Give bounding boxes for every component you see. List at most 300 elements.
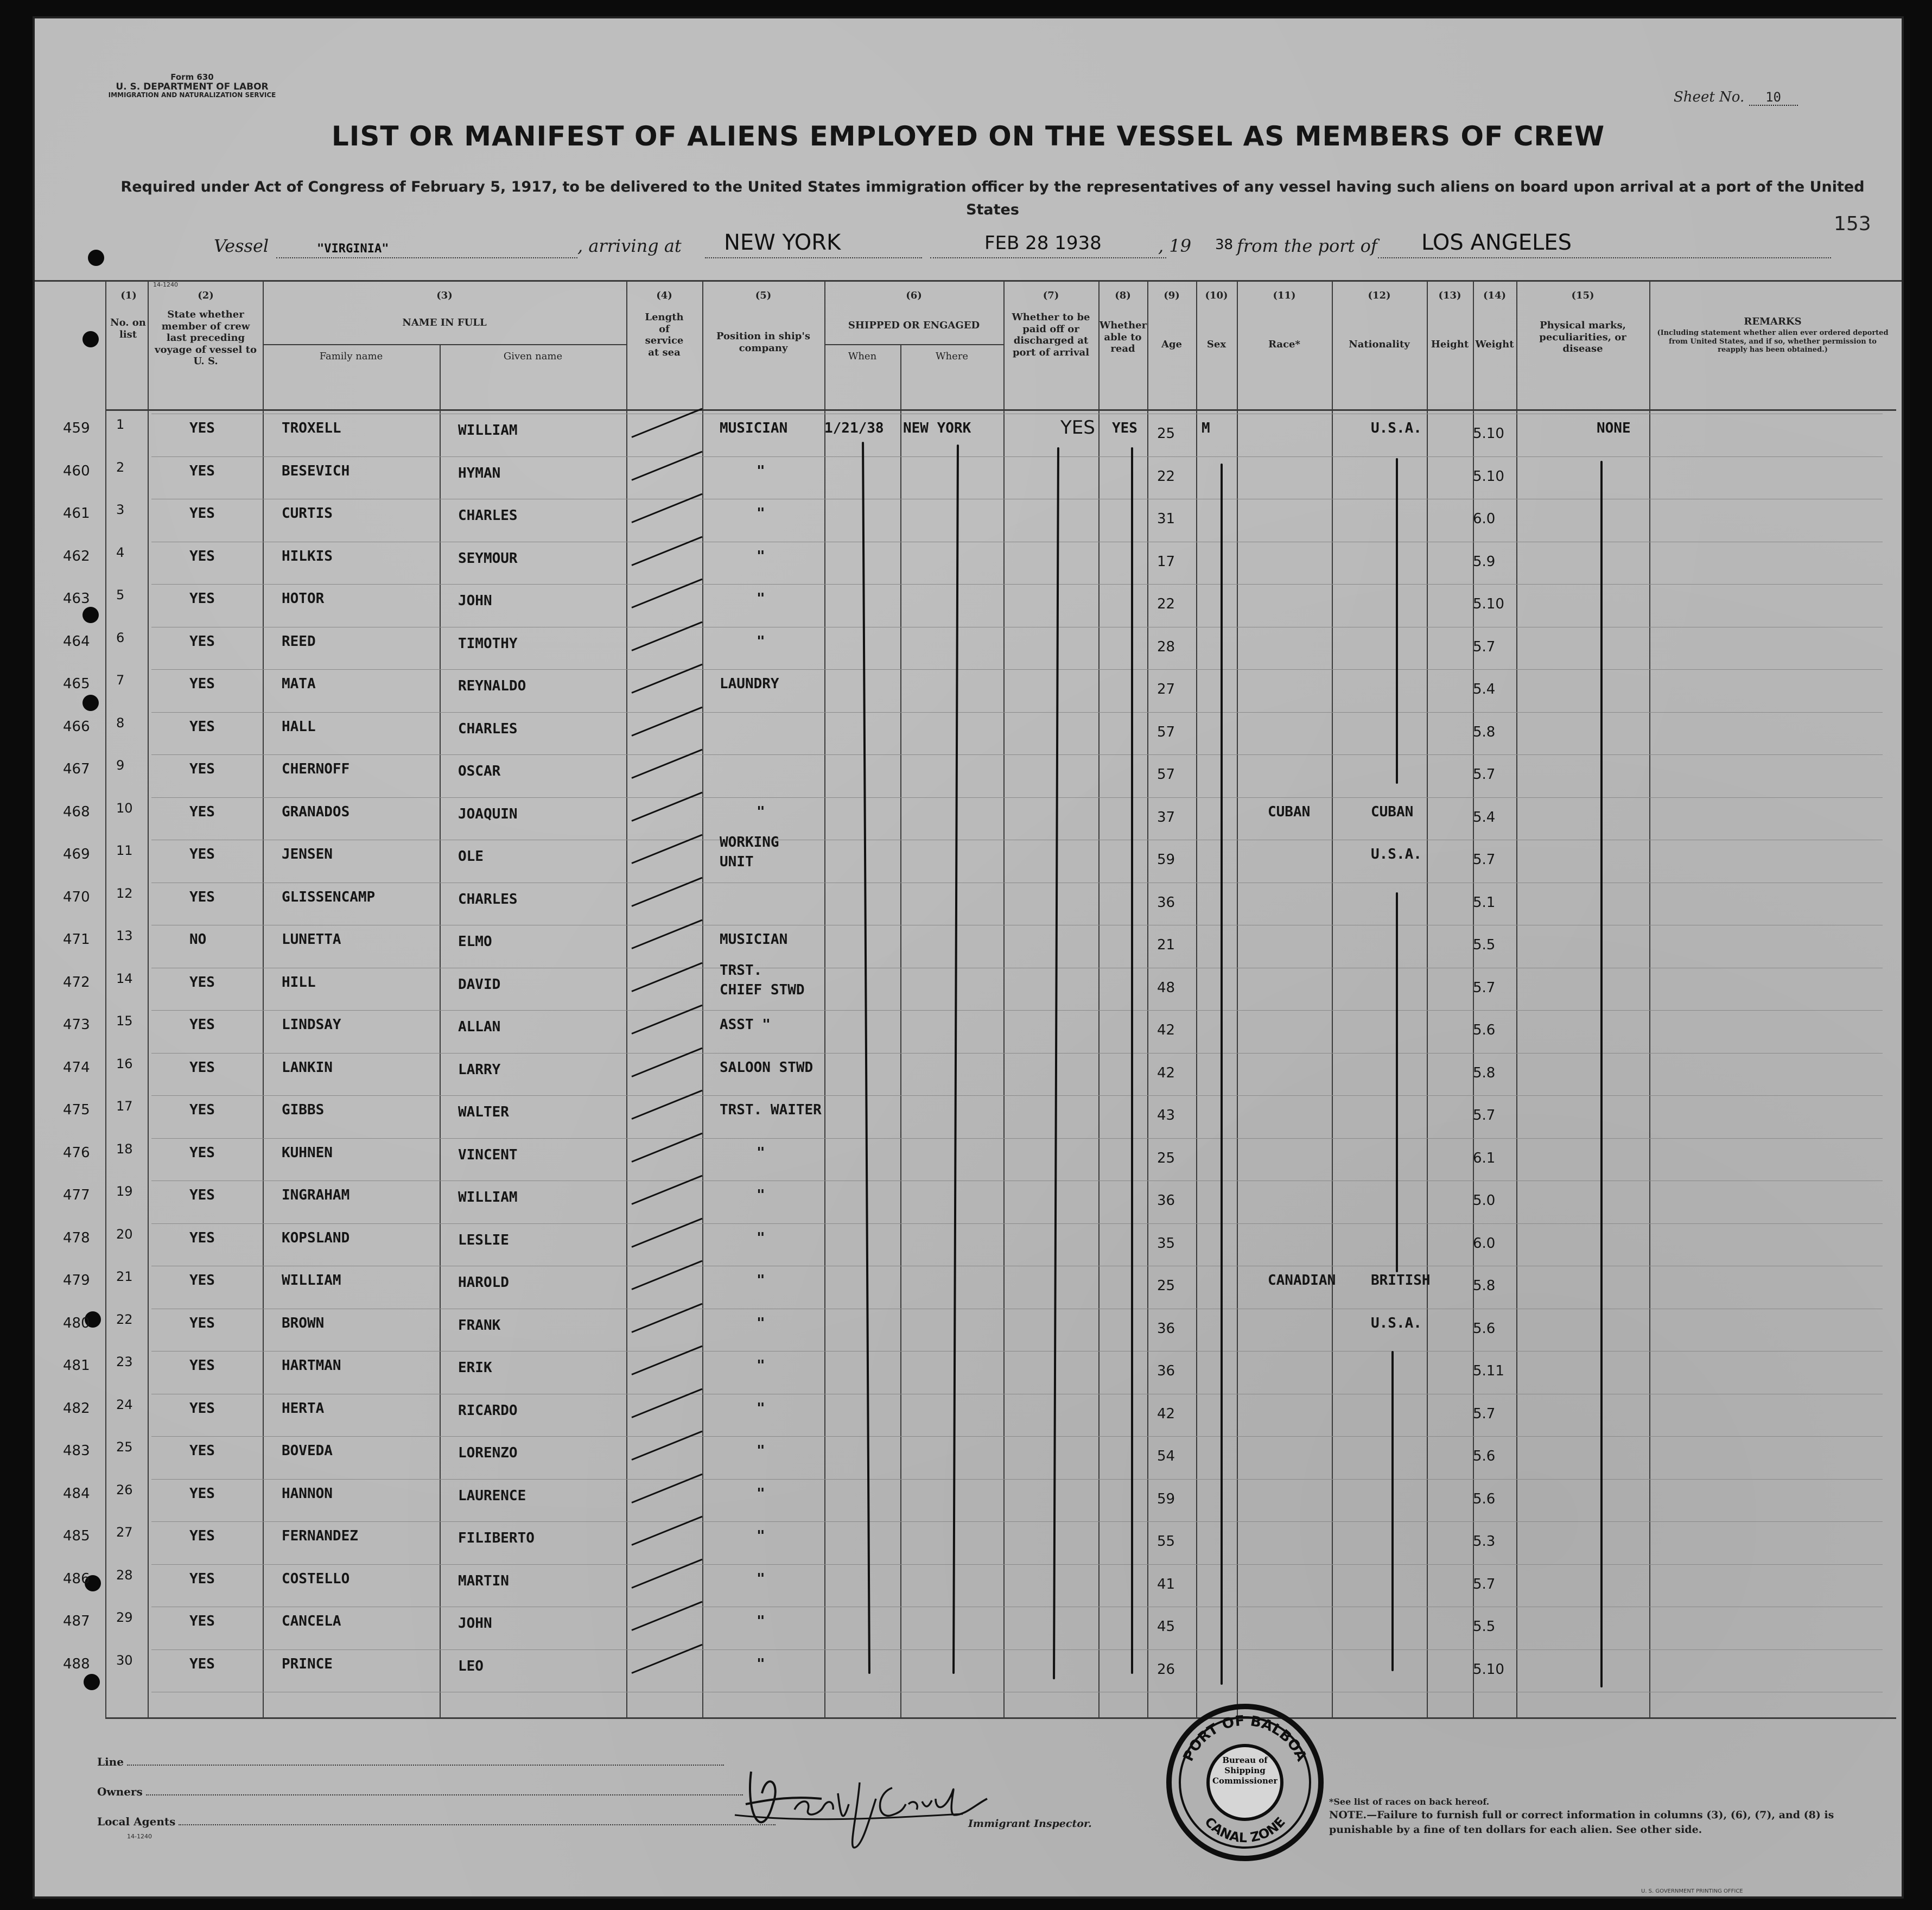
- col9-number: (9): [1164, 290, 1180, 301]
- service-slash-mark: [631, 1388, 702, 1418]
- col7-header: Whether to be paid off or discharged at port of arrival: [1012, 312, 1090, 358]
- list-number: 16: [116, 1056, 133, 1071]
- sequence-number: 487: [63, 1613, 90, 1629]
- sequence-number: 459: [63, 420, 90, 436]
- position: ": [757, 462, 765, 479]
- family-name: CHERNOFF: [282, 761, 350, 777]
- given-name: ELMO: [458, 934, 492, 950]
- height: 5.0: [1473, 1192, 1496, 1209]
- col13-number: (13): [1438, 290, 1461, 301]
- sequence-number: 482: [63, 1400, 90, 1417]
- list-number: 10: [116, 800, 133, 816]
- age: 42: [1157, 1405, 1175, 1422]
- row-rule: [151, 797, 1883, 798]
- col6-number: (6): [906, 290, 922, 301]
- ditto-stroke-paid: [1053, 447, 1059, 1679]
- list-number: 4: [116, 544, 125, 560]
- col10-number: (10): [1205, 290, 1228, 301]
- family-name: LUNETTA: [282, 931, 341, 948]
- given-name: TIMOTHY: [458, 635, 518, 652]
- previous-voyage: YES: [189, 591, 215, 607]
- line-label: Line: [97, 1755, 124, 1768]
- given-name: HYMAN: [458, 465, 501, 481]
- arriving-label: , arriving at: [577, 236, 682, 256]
- vessel-label: Vessel: [214, 236, 269, 256]
- height: 5.4: [1473, 681, 1496, 697]
- col-divider: [900, 344, 901, 1717]
- sheet-number-value: 10: [1749, 90, 1798, 106]
- sequence-number: 488: [63, 1655, 90, 1672]
- family-name: LANKIN: [282, 1059, 333, 1076]
- col-divider: [1196, 280, 1197, 1717]
- given-name: CHARLES: [458, 891, 518, 908]
- col4-header: Length of service at sea: [645, 312, 684, 358]
- stamp-bottom-text: CANAL ZONE: [1202, 1814, 1288, 1846]
- service-slash-mark: [631, 536, 702, 566]
- col14-number: (14): [1483, 290, 1507, 301]
- sequence-number: 477: [63, 1187, 90, 1203]
- age: 57: [1157, 724, 1175, 740]
- row-rule: [151, 1053, 1883, 1054]
- list-number: 26: [116, 1482, 133, 1497]
- list-number: 18: [116, 1141, 133, 1157]
- age: 25: [1157, 426, 1175, 442]
- family-name: HOTOR: [282, 591, 325, 607]
- height: 5.1: [1473, 894, 1496, 911]
- family-name: GLISSENCAMP: [282, 889, 376, 905]
- col11-header: Race*: [1268, 339, 1300, 350]
- remarks-header: REMARKS: [1744, 316, 1802, 327]
- from-port-label: from the port of: [1237, 236, 1377, 256]
- family-name: CURTIS: [282, 505, 333, 522]
- col3-number: (3): [436, 290, 453, 301]
- list-number: 27: [116, 1525, 133, 1540]
- col15-number: (15): [1571, 290, 1594, 301]
- col1-number: (1): [120, 290, 137, 301]
- age: 45: [1157, 1619, 1175, 1635]
- age: 36: [1157, 1363, 1175, 1379]
- remarks-note: (Including statement whether alien ever ordered deported from United States, and if so, whether permission to reapply has been obtained.): [1657, 329, 1889, 354]
- previous-voyage: NO: [189, 931, 207, 948]
- stamp-middle-text: Bureau of Shipping Commissioner: [1212, 1755, 1278, 1786]
- shipped-where: NEW YORK: [903, 420, 971, 436]
- position: ": [757, 1400, 765, 1417]
- arriving-port: NEW YORK: [724, 230, 841, 255]
- previous-voyage: YES: [189, 1187, 215, 1203]
- list-number: 11: [116, 843, 133, 858]
- owners-label: Owners: [97, 1785, 143, 1798]
- previous-voyage: YES: [189, 1400, 215, 1417]
- col-divider: [440, 344, 441, 1717]
- given-name: OLE: [458, 848, 484, 865]
- sequence-number: 471: [63, 931, 90, 948]
- name-col-subrule: [263, 344, 626, 345]
- height: 5.5: [1473, 1619, 1496, 1635]
- position: SALOON STWD: [720, 1059, 814, 1076]
- sequence-number: 461: [63, 505, 90, 522]
- family-name: KOPSLAND: [282, 1229, 350, 1246]
- position: ": [757, 633, 765, 650]
- given-name: SEYMOUR: [458, 550, 518, 567]
- position: ": [757, 1443, 765, 1459]
- sequence-number: 466: [63, 718, 90, 735]
- service-slash-mark: [631, 1260, 702, 1290]
- col2-number: (2): [198, 290, 214, 301]
- family-name: FERNANDEZ: [282, 1528, 358, 1544]
- physical-marks: NONE: [1597, 420, 1631, 436]
- service-slash-mark: [631, 1303, 702, 1332]
- sequence-number: 465: [63, 676, 90, 692]
- age: 22: [1157, 596, 1175, 612]
- previous-voyage: YES: [189, 1144, 215, 1161]
- sequence-number: 474: [63, 1059, 90, 1076]
- given-name: WILLIAM: [458, 1189, 518, 1205]
- age: 48: [1157, 979, 1175, 996]
- previous-voyage: YES: [189, 505, 215, 522]
- given-name: LORENZO: [458, 1445, 518, 1461]
- family-name: REED: [282, 633, 316, 650]
- previous-voyage: YES: [189, 1229, 215, 1246]
- row-rule: [151, 1010, 1883, 1011]
- service-slash-mark: [631, 962, 702, 992]
- height: 5.10: [1473, 596, 1504, 612]
- sequence-number: 481: [63, 1357, 90, 1374]
- shipped-when: 1/21/38: [824, 420, 884, 436]
- row-rule: [151, 1521, 1883, 1522]
- row-rule: [151, 1436, 1883, 1437]
- height: 5.7: [1473, 638, 1496, 655]
- sequence-number: 483: [63, 1443, 90, 1459]
- family-name: INGRAHAM: [282, 1187, 350, 1203]
- previous-voyage: YES: [189, 889, 215, 905]
- given-name: ALLAN: [458, 1019, 501, 1035]
- service-name: IMMIGRATION AND NATURALIZATION SERVICE: [108, 91, 276, 99]
- height: 5.6: [1473, 1490, 1496, 1507]
- age: 57: [1157, 766, 1175, 783]
- height: 5.10: [1473, 1661, 1504, 1678]
- inspector-label: Immigrant Inspector.: [968, 1818, 1092, 1830]
- row-rule: [151, 1649, 1883, 1650]
- service-slash-mark: [631, 706, 702, 736]
- col14-header: Weight: [1475, 339, 1514, 350]
- age: 35: [1157, 1235, 1175, 1252]
- col-divider: [824, 280, 825, 1717]
- line-blank: [127, 1765, 724, 1766]
- col5-header: Position in ship's company: [716, 331, 811, 354]
- col15-header: Physical marks, peculiarities, or disease: [1539, 320, 1626, 355]
- given-name: DAVID: [458, 976, 501, 993]
- age: 42: [1157, 1022, 1175, 1038]
- sheet-number-label: Sheet No.: [1674, 89, 1745, 105]
- sequence-number: 469: [63, 846, 90, 862]
- list-number: 23: [116, 1354, 133, 1369]
- nationality: U.S.A.: [1371, 420, 1422, 436]
- col7-number: (7): [1043, 290, 1059, 301]
- col-divider: [1003, 280, 1005, 1717]
- age: 21: [1157, 937, 1175, 953]
- col-divider: [1427, 280, 1428, 1717]
- col-divider: [148, 280, 149, 1717]
- service-slash-mark: [631, 877, 702, 906]
- race: CUBAN: [1268, 803, 1311, 820]
- footnote-block: [1329, 1796, 1872, 1837]
- sequence-number: 467: [63, 761, 90, 777]
- list-number: 3: [116, 502, 125, 517]
- punch-hole: [88, 250, 104, 266]
- page-title: LIST OR MANIFEST OF ALIENS EMPLOYED ON THE VESSEL AS MEMBERS OF CREW: [331, 120, 1605, 152]
- list-number: 2: [116, 459, 125, 475]
- height: 5.7: [1473, 1576, 1496, 1592]
- footnote-penalty: NOTE.—Failure to furnish full or correct information in columns (3), (6), (7), and (8) is punishable by a fine of ten dollars for each alien. See other side.: [1329, 1809, 1834, 1836]
- ditto-stroke-sex: [1221, 464, 1223, 1685]
- sequence-number: 472: [63, 974, 90, 991]
- previous-voyage: YES: [189, 1059, 215, 1076]
- service-slash-mark: [631, 1132, 702, 1162]
- list-number: 9: [116, 758, 125, 773]
- previous-voyage: YES: [189, 462, 215, 479]
- given-name: FILIBERTO: [458, 1530, 535, 1546]
- given-name: VINCENT: [458, 1146, 518, 1163]
- service-slash-mark: [631, 1516, 702, 1546]
- col-divider: [1649, 280, 1650, 1717]
- list-number: 25: [116, 1439, 133, 1455]
- col1-header: No. on list: [110, 317, 146, 340]
- height: 5.10: [1473, 426, 1504, 442]
- age: 43: [1157, 1107, 1175, 1124]
- height: 5.4: [1473, 809, 1496, 826]
- sequence-number: 486: [63, 1570, 90, 1587]
- nationality: BRITISH: [1371, 1272, 1431, 1289]
- sequence-number: 476: [63, 1144, 90, 1161]
- height: 5.6: [1473, 1022, 1496, 1038]
- age: 59: [1157, 852, 1175, 868]
- nationality: U.S.A.: [1371, 1315, 1422, 1331]
- age: 36: [1157, 894, 1175, 911]
- service-slash-mark: [631, 450, 702, 480]
- year-prefix: , 19: [1158, 236, 1192, 256]
- table-bottom-rule: [105, 1717, 1896, 1719]
- col-divider: [263, 280, 264, 1717]
- age: 17: [1157, 553, 1175, 570]
- col2-header: State whether member of crew last preceding voyage of vessel to U. S.: [155, 309, 257, 367]
- previous-voyage: YES: [189, 1613, 215, 1629]
- list-number: 19: [116, 1184, 133, 1199]
- form-code: 14-1240: [153, 281, 178, 288]
- position: TRST.: [720, 962, 762, 979]
- service-slash-mark: [631, 834, 702, 864]
- service-slash-mark: [631, 493, 702, 523]
- position: MUSICIAN: [720, 931, 788, 948]
- family-name: HILKIS: [282, 548, 333, 564]
- agents-field: [97, 1815, 776, 1828]
- list-number: 6: [116, 630, 125, 645]
- height: 5.6: [1473, 1448, 1496, 1464]
- given-name: CHARLES: [458, 720, 518, 737]
- department-name: U. S. DEPARTMENT OF LABOR: [116, 81, 269, 92]
- height: 6.0: [1473, 1235, 1496, 1252]
- position: ": [757, 1357, 765, 1374]
- family-name: KUHNEN: [282, 1144, 333, 1161]
- list-number: 12: [116, 885, 133, 901]
- position: ": [757, 1613, 765, 1629]
- previous-voyage: YES: [189, 761, 215, 777]
- given-name: LESLIE: [458, 1232, 509, 1248]
- given-name: CHARLES: [458, 507, 518, 524]
- list-number: 1: [116, 417, 125, 432]
- port-of-balboa-stamp: [1164, 1701, 1326, 1864]
- previous-voyage: YES: [189, 1102, 215, 1118]
- given-name: FRANK: [458, 1317, 501, 1334]
- position: ": [757, 505, 765, 522]
- punch-hole: [84, 1674, 100, 1690]
- position: LAUNDRY: [720, 676, 779, 692]
- col3-header: NAME IN FULL: [402, 317, 487, 328]
- row-rule: [151, 1095, 1883, 1096]
- age: 22: [1157, 468, 1175, 485]
- previous-voyage: YES: [189, 676, 215, 692]
- previous-voyage: YES: [189, 1443, 215, 1459]
- sequence-number: 485: [63, 1528, 90, 1544]
- row-rule: [151, 669, 1883, 670]
- service-slash-mark: [631, 1047, 702, 1077]
- age: 28: [1157, 638, 1175, 655]
- ditto-stroke-read: [1131, 447, 1133, 1674]
- height: 5.8: [1473, 1064, 1496, 1081]
- position: MUSICIAN: [720, 420, 788, 436]
- owners-blank: [146, 1794, 743, 1795]
- col-divider: [1516, 280, 1517, 1717]
- previous-voyage: YES: [189, 1272, 215, 1289]
- col6a-header: When: [848, 351, 877, 362]
- family-name: HANNON: [282, 1485, 333, 1502]
- owners-field: [97, 1785, 743, 1798]
- service-slash-mark: [631, 749, 702, 779]
- row-rule: [151, 584, 1883, 585]
- service-slash-mark: [631, 1175, 702, 1205]
- list-number: 30: [116, 1652, 133, 1668]
- col11-number: (11): [1273, 290, 1296, 301]
- list-number: 13: [116, 928, 133, 943]
- given-name: REYNALDO: [458, 678, 526, 694]
- previous-voyage: YES: [189, 1655, 215, 1672]
- age: 27: [1157, 681, 1175, 697]
- vessel-name: "VIRGINIA": [317, 242, 389, 256]
- race: CANADIAN: [1268, 1272, 1336, 1289]
- position: TRST. WAITER: [720, 1102, 822, 1118]
- family-name: COSTELLO: [282, 1570, 350, 1587]
- position: WORKING: [720, 834, 779, 851]
- from-port: LOS ANGELES: [1421, 230, 1572, 255]
- sequence-number: 473: [63, 1017, 90, 1033]
- sequence-number: 479: [63, 1272, 90, 1289]
- shipped-col-subrule: [824, 344, 1003, 345]
- sequence-number: 462: [63, 548, 90, 564]
- col9-header: Age: [1161, 339, 1182, 350]
- position: ": [757, 548, 765, 564]
- service-slash-mark: [631, 1090, 702, 1120]
- stamp-top-text: PORT OF BALBOA: [1180, 1712, 1310, 1764]
- sequence-number: 460: [63, 462, 90, 479]
- line-field: [97, 1755, 724, 1768]
- list-number: 8: [116, 715, 125, 731]
- height: 5.7: [1473, 1405, 1496, 1422]
- ditto-stroke-where: [952, 445, 959, 1674]
- row-rule: [151, 1223, 1883, 1224]
- family-name: WILLIAM: [282, 1272, 341, 1289]
- col3b-header: Given name: [503, 351, 563, 362]
- col-divider: [105, 280, 106, 1717]
- sequence-number: 463: [63, 591, 90, 607]
- age: 31: [1157, 511, 1175, 527]
- col-divider: [1147, 280, 1148, 1717]
- height: 6.1: [1473, 1150, 1496, 1166]
- ditto-stroke-marks: [1600, 461, 1603, 1687]
- given-name: MARTIN: [458, 1572, 509, 1589]
- previous-voyage: YES: [189, 974, 215, 991]
- col5-number: (5): [755, 290, 772, 301]
- position: ": [757, 1187, 765, 1203]
- height: 5.8: [1473, 724, 1496, 740]
- list-number: 21: [116, 1269, 133, 1284]
- punch-hole: [82, 695, 99, 711]
- sequence-number: 475: [63, 1102, 90, 1118]
- family-name: HARTMAN: [282, 1357, 341, 1374]
- given-name: RICARDO: [458, 1402, 518, 1419]
- nationality: CUBAN: [1371, 803, 1414, 820]
- sex: M: [1202, 420, 1210, 436]
- age: 42: [1157, 1064, 1175, 1081]
- col-divider: [626, 280, 627, 1717]
- age: 59: [1157, 1490, 1175, 1507]
- service-slash-mark: [631, 791, 702, 821]
- ditto-stroke-nationality-1: [1396, 458, 1398, 784]
- paid-off: YES: [1060, 417, 1095, 439]
- col3a-header: Family name: [319, 351, 383, 362]
- punch-hole: [82, 331, 99, 347]
- age: 26: [1157, 1661, 1175, 1678]
- row-rule: [151, 1564, 1883, 1565]
- given-name: OSCAR: [458, 763, 501, 779]
- given-name: WALTER: [458, 1104, 509, 1120]
- col-divider: [1237, 280, 1238, 1717]
- position: ": [757, 591, 765, 607]
- position: ": [757, 1272, 765, 1289]
- height: 5.10: [1473, 468, 1504, 485]
- sequence-number: 480: [63, 1315, 90, 1331]
- family-name: BESEVICH: [282, 462, 350, 479]
- service-slash-mark: [631, 1005, 702, 1035]
- service-slash-mark: [631, 1601, 702, 1631]
- family-name: LINDSAY: [282, 1017, 341, 1033]
- height: 5.7: [1473, 1107, 1496, 1124]
- age: 41: [1157, 1576, 1175, 1592]
- height: 5.5: [1473, 937, 1496, 953]
- previous-voyage: YES: [189, 1528, 215, 1544]
- family-name: CANCELA: [282, 1613, 341, 1629]
- age: 25: [1157, 1150, 1175, 1166]
- position: ": [757, 1570, 765, 1587]
- nationality: U.S.A.: [1371, 846, 1422, 862]
- position: ": [757, 1144, 765, 1161]
- height: 5.11: [1473, 1363, 1504, 1379]
- punch-hole: [82, 607, 99, 623]
- height: 5.7: [1473, 979, 1496, 996]
- service-slash-mark: [631, 664, 702, 694]
- position-line-2: UNIT: [720, 854, 754, 870]
- previous-voyage: YES: [189, 846, 215, 862]
- service-slash-mark: [631, 919, 702, 949]
- given-name: JOHN: [458, 593, 492, 609]
